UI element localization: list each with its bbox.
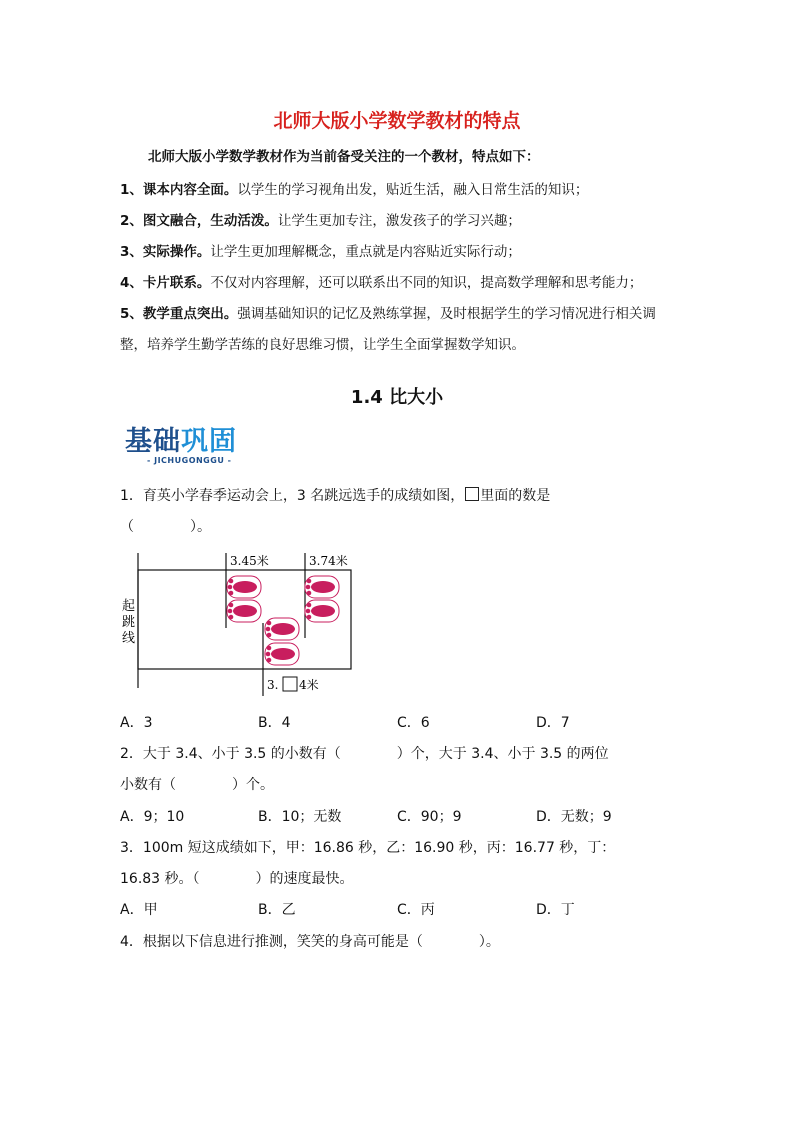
intro-text: 北师大版小学数学教材作为当前备受关注的一个教材，特点如下： [148,149,540,165]
question-2-line-2: 小数有（ ）个。 [120,777,274,793]
long-jump-diagram [115,548,365,698]
feature-5 [120,302,656,322]
start-line-label-3: 线 [122,631,136,646]
long-jump-figure [115,548,365,698]
q2-option-b[interactable]: B．10；无数 [258,809,342,825]
footprints-c-icon [265,618,299,665]
logo-text-b: 巩固 [181,426,237,457]
logo-text-a: 基础 [125,426,181,457]
q2-option-a[interactable]: A．9；10 [120,809,185,825]
feature-4 [120,271,642,291]
feature-1-head: 1、课本内容全面。 [120,182,238,198]
start-line-label-2: 跳 [122,615,136,630]
q3-option-c[interactable]: C．丙 [397,902,435,918]
page-title: 北师大版小学数学教材的特点 [273,110,521,132]
feature-4-body: 不仅对内容理解，还可以联系出不同的知识，提高数学理解和思考能力； [210,275,643,291]
feature-5-body: 强调基础知识的记忆及熟练掌握，及时根据学生的学习情况进行相关调 [237,306,656,322]
feature-2-head: 2、图文融合，生动活泼。 [120,213,278,229]
feature-5-cont [120,333,525,353]
question-1-text-b: 里面的数是 [480,488,551,504]
feature-1 [120,178,588,198]
distance-label-b: 3.74米 [309,554,348,568]
feature-3-body: 让学生更加理解概念，重点就是内容贴近实际行动； [210,244,521,260]
feature-4-head: 4、卡片联系。 [120,275,211,291]
feature-2-body: 让学生更加专注，激发孩子的学习兴趣； [277,213,521,229]
q2-option-d[interactable]: D．无数；9 [536,809,612,825]
q3-option-a[interactable]: A．甲 [120,902,158,918]
jichu-gonggu-logo [125,419,267,469]
question-2-line-1: 2．大于 3.4、小于 3.5 的小数有（ ）个，大于 3.4、小于 3.5 的两位 [120,746,609,762]
question-1-line-2: （ ）。 [120,519,211,535]
blank-box-icon [465,487,479,501]
q1-option-c[interactable]: C．6 [397,715,430,731]
distance-label-c-prefix: 3. [267,678,279,692]
distance-label-a: 3.45米 [230,554,269,568]
footprints-a-icon [227,576,261,622]
feature-5-head: 5、教学重点突出。 [120,306,238,322]
footprints-b-icon [305,576,339,622]
q1-option-a[interactable]: A．3 [120,715,153,731]
question-3-line-1: 3．100m 短这成绩如下，甲：16.86 秒，乙：16.90 秒，丙：16.77 秒，丁： [120,840,616,856]
feature-1-body: 以学生的学习视角出发，贴近生活，融入日常生活的知识； [237,182,589,198]
q3-option-d[interactable]: D．丁 [536,902,575,918]
start-line-label-1: 起 [122,599,136,614]
feature-5-body-cont: 整，培养学生勤学苦练的良好思维习惯，让学生全面掌握数学知识。 [120,337,525,353]
logo-subtitle: - JICHUGONGGU - [147,456,232,465]
distance-blank-box [283,677,297,691]
q2-option-c[interactable]: C．90；9 [397,809,462,825]
q3-option-b[interactable]: B．乙 [258,902,296,918]
question-1-line-1 [120,485,550,505]
feature-3-head: 3、实际操作。 [120,244,211,260]
question-1-text-a: 1．育英小学春季运动会上，3 名跳远选手的成绩如图， [120,488,465,504]
section-title: 1.4 比大小 [350,387,444,408]
question-4-line-1: 4．根据以下信息进行推测，笑笑的身高可能是（ ）。 [120,934,500,950]
distance-label-c-suffix: 4米 [299,678,319,692]
q1-option-d[interactable]: D．7 [536,715,570,731]
feature-3 [120,240,521,260]
logo-text [125,419,237,458]
question-3-line-2: 16.83 秒。（ ）的速度最快。 [120,871,354,887]
q1-option-b[interactable]: B．4 [258,715,291,731]
feature-2 [120,209,521,229]
